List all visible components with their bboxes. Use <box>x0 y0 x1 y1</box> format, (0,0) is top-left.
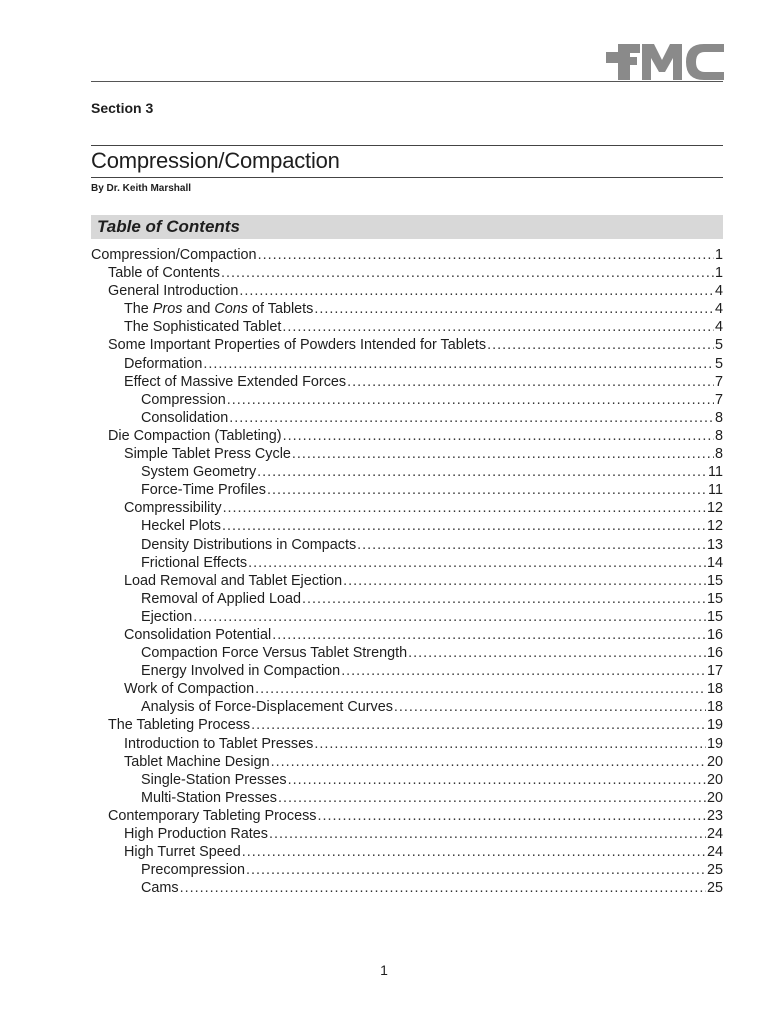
toc-entry-title: System Geometry <box>141 464 257 481</box>
toc-entry-page: 19 <box>706 735 723 752</box>
toc-entry[interactable] <box>91 391 723 409</box>
toc-leader-dots <box>302 590 706 608</box>
toc-entry-page: 15 <box>706 572 723 589</box>
toc-entry-title: Compaction Force Versus Tablet Strength <box>141 645 408 662</box>
title-rule-bottom <box>91 177 723 178</box>
toc-entry[interactable] <box>91 517 723 535</box>
toc-entry[interactable] <box>91 499 723 517</box>
toc-entry-title: The Pros and Cons of Tablets <box>124 301 314 318</box>
toc-entry-page: 1 <box>714 247 723 263</box>
toc-entry-title: Single-Station Presses <box>141 771 287 788</box>
toc-entry[interactable] <box>91 536 723 554</box>
toc-leader-dots <box>272 626 706 644</box>
toc-entry[interactable] <box>91 789 723 807</box>
toc-entry-page: 23 <box>706 807 723 824</box>
toc-entry[interactable] <box>91 698 723 716</box>
toc-entry-page: 17 <box>706 663 723 680</box>
toc-entry-page: 4 <box>714 283 723 300</box>
toc-entry-page: 25 <box>706 862 723 879</box>
toc-heading-bar <box>91 215 723 239</box>
toc-entry[interactable] <box>91 626 723 644</box>
toc-entry-page: 12 <box>706 518 723 535</box>
toc-entry-title: Compressibility <box>124 500 222 517</box>
toc-entry-title: Cams <box>141 880 179 897</box>
toc-entry-title: High Turret Speed <box>124 844 241 861</box>
toc-entry[interactable] <box>91 716 723 734</box>
toc-entry[interactable] <box>91 843 723 861</box>
toc-entry[interactable] <box>91 735 723 753</box>
toc-entry-page: 14 <box>706 554 723 571</box>
page-number: 1 <box>380 962 388 978</box>
toc-entry-title: Consolidation Potential <box>124 626 272 643</box>
toc-entry-title: The Tableting Process <box>108 717 251 734</box>
toc-entry-page: 18 <box>706 699 723 716</box>
toc-entry[interactable] <box>91 608 723 626</box>
toc-entry-page: 8 <box>714 427 723 444</box>
header-rule <box>91 81 723 82</box>
toc-entry-page: 16 <box>706 645 723 662</box>
toc-entry[interactable] <box>91 590 723 608</box>
toc-heading: Table of Contents <box>97 217 240 236</box>
toc-leader-dots <box>239 282 714 300</box>
toc-entry-title: Table of Contents <box>108 265 220 282</box>
toc-entry-title: Frictional Effects <box>141 554 248 571</box>
toc-leader-dots <box>229 409 714 427</box>
toc-entry-page: 15 <box>706 590 723 607</box>
toc-entry[interactable] <box>91 355 723 373</box>
toc-entry-page: 11 <box>708 482 723 499</box>
toc-leader-dots <box>288 771 706 789</box>
toc-entry-page: 7 <box>714 391 723 408</box>
toc-entry-title: Tablet Machine Design <box>124 753 270 770</box>
author-line: By Dr. Keith Marshall <box>91 183 192 194</box>
toc-leader-dots <box>314 735 706 753</box>
toc-entry-title: Precompression <box>141 862 245 879</box>
toc-entry-title: Introduction to Tablet Presses <box>124 735 314 752</box>
toc-entry-title: Deformation <box>124 355 203 372</box>
toc-leader-dots <box>258 246 714 264</box>
toc-leader-dots <box>257 463 707 481</box>
toc-entry-title: Heckel Plots <box>141 518 221 535</box>
toc-leader-dots <box>278 789 706 807</box>
fmc-logo <box>606 42 724 82</box>
toc-entry[interactable] <box>91 318 723 336</box>
toc-leader-dots <box>222 517 706 535</box>
toc-entry-title: Simple Tablet Press Cycle <box>124 446 291 463</box>
toc-entry-title: Density Distributions in Compacts <box>141 536 357 553</box>
toc-entry[interactable] <box>91 427 723 445</box>
table-of-contents <box>91 246 723 897</box>
toc-entry-page: 5 <box>714 355 723 372</box>
toc-leader-dots <box>221 264 714 282</box>
toc-entry[interactable] <box>91 282 723 300</box>
toc-leader-dots <box>394 698 706 716</box>
toc-entry-title: Consolidation <box>141 409 229 426</box>
toc-leader-dots <box>283 427 714 445</box>
toc-entry-page: 4 <box>714 319 723 336</box>
toc-leader-dots <box>246 861 706 879</box>
toc-leader-dots <box>314 300 714 318</box>
toc-entry[interactable] <box>91 246 723 264</box>
toc-entry[interactable] <box>91 481 723 499</box>
toc-entry-page: 5 <box>714 337 723 354</box>
toc-entry-title: Compression/Compaction <box>91 247 257 263</box>
toc-entry[interactable] <box>91 373 723 391</box>
title-rule-top <box>91 145 723 146</box>
toc-entry-title: Effect of Massive Extended Forces <box>124 373 347 390</box>
toc-leader-dots <box>227 391 714 409</box>
toc-entry[interactable] <box>91 409 723 427</box>
toc-leader-dots <box>341 662 706 680</box>
toc-entry-title: Contemporary Tableting Process <box>108 807 317 824</box>
toc-entry-page: 15 <box>706 608 723 625</box>
toc-entry-page: 25 <box>706 880 723 897</box>
toc-leader-dots <box>318 807 706 825</box>
toc-entry-title: Multi-Station Presses <box>141 789 277 806</box>
toc-entry-title: General Introduction <box>108 283 239 300</box>
toc-entry-title: Work of Compaction <box>124 681 255 698</box>
toc-leader-dots <box>343 572 706 590</box>
toc-leader-dots <box>347 373 714 391</box>
toc-entry-title: Analysis of Force-Displacement Curves <box>141 699 393 716</box>
toc-leader-dots <box>193 608 706 626</box>
toc-leader-dots <box>487 336 714 354</box>
toc-leader-dots <box>267 481 707 499</box>
toc-entry-page: 24 <box>706 844 723 861</box>
toc-leader-dots <box>269 825 706 843</box>
section-label: Section 3 <box>91 100 154 116</box>
toc-leader-dots <box>357 536 706 554</box>
toc-entry[interactable] <box>91 807 723 825</box>
toc-leader-dots <box>180 879 706 897</box>
toc-entry[interactable] <box>91 644 723 662</box>
toc-leader-dots <box>255 680 706 698</box>
toc-entry-page: 20 <box>706 789 723 806</box>
toc-entry-page: 16 <box>706 626 723 643</box>
toc-entry[interactable] <box>91 445 723 463</box>
toc-leader-dots <box>242 843 706 861</box>
toc-entry-page: 4 <box>714 301 723 318</box>
toc-entry[interactable] <box>91 771 723 789</box>
toc-entry-page: 11 <box>708 464 723 481</box>
toc-entry-page: 12 <box>706 500 723 517</box>
toc-entry-title: Removal of Applied Load <box>141 590 302 607</box>
toc-entry-title: Die Compaction (Tableting) <box>108 427 282 444</box>
toc-entry[interactable] <box>91 680 723 698</box>
toc-entry-title: High Production Rates <box>124 826 268 842</box>
toc-leader-dots <box>223 499 706 517</box>
toc-entry-page: 24 <box>706 826 723 842</box>
toc-entry-page: 18 <box>706 681 723 698</box>
toc-entry[interactable] <box>91 879 723 897</box>
toc-leader-dots <box>292 445 714 463</box>
toc-entry-page: 7 <box>714 373 723 390</box>
toc-entry-page: 1 <box>714 265 723 282</box>
toc-entry[interactable] <box>91 662 723 680</box>
toc-entry-title: Ejection <box>141 608 193 625</box>
toc-entry-page: 8 <box>714 446 723 463</box>
toc-entry[interactable] <box>91 572 723 590</box>
toc-leader-dots <box>271 753 706 771</box>
toc-entry-page: 20 <box>706 771 723 788</box>
document-title: Compression/Compaction <box>91 148 340 173</box>
toc-entry[interactable] <box>91 300 723 318</box>
toc-entry-title: Some Important Properties of Powders Intended for Tablets <box>108 337 487 354</box>
toc-leader-dots <box>408 644 706 662</box>
toc-entry-page: 19 <box>706 717 723 734</box>
toc-entry[interactable] <box>91 336 723 354</box>
toc-entry-title: The Sophisticated Tablet <box>124 319 282 336</box>
toc-leader-dots <box>248 554 706 572</box>
toc-entry[interactable] <box>91 753 723 771</box>
toc-entry-title: Load Removal and Tablet Ejection <box>124 572 343 589</box>
toc-entry-page: 20 <box>706 753 723 770</box>
toc-entry-page: 13 <box>706 536 723 553</box>
toc-entry[interactable] <box>91 264 723 282</box>
toc-entry-title: Compression <box>141 391 226 408</box>
toc-leader-dots <box>203 355 714 373</box>
toc-entry-page: 8 <box>714 409 723 426</box>
toc-entry[interactable] <box>91 825 723 843</box>
toc-entry-title: Energy Involved in Compaction <box>141 663 341 680</box>
toc-entry-title: Force-Time Profiles <box>141 482 267 499</box>
toc-leader-dots <box>282 318 714 336</box>
toc-entry[interactable] <box>91 861 723 879</box>
toc-leader-dots <box>251 716 706 734</box>
toc-entry[interactable] <box>91 463 723 481</box>
toc-entry[interactable] <box>91 554 723 572</box>
